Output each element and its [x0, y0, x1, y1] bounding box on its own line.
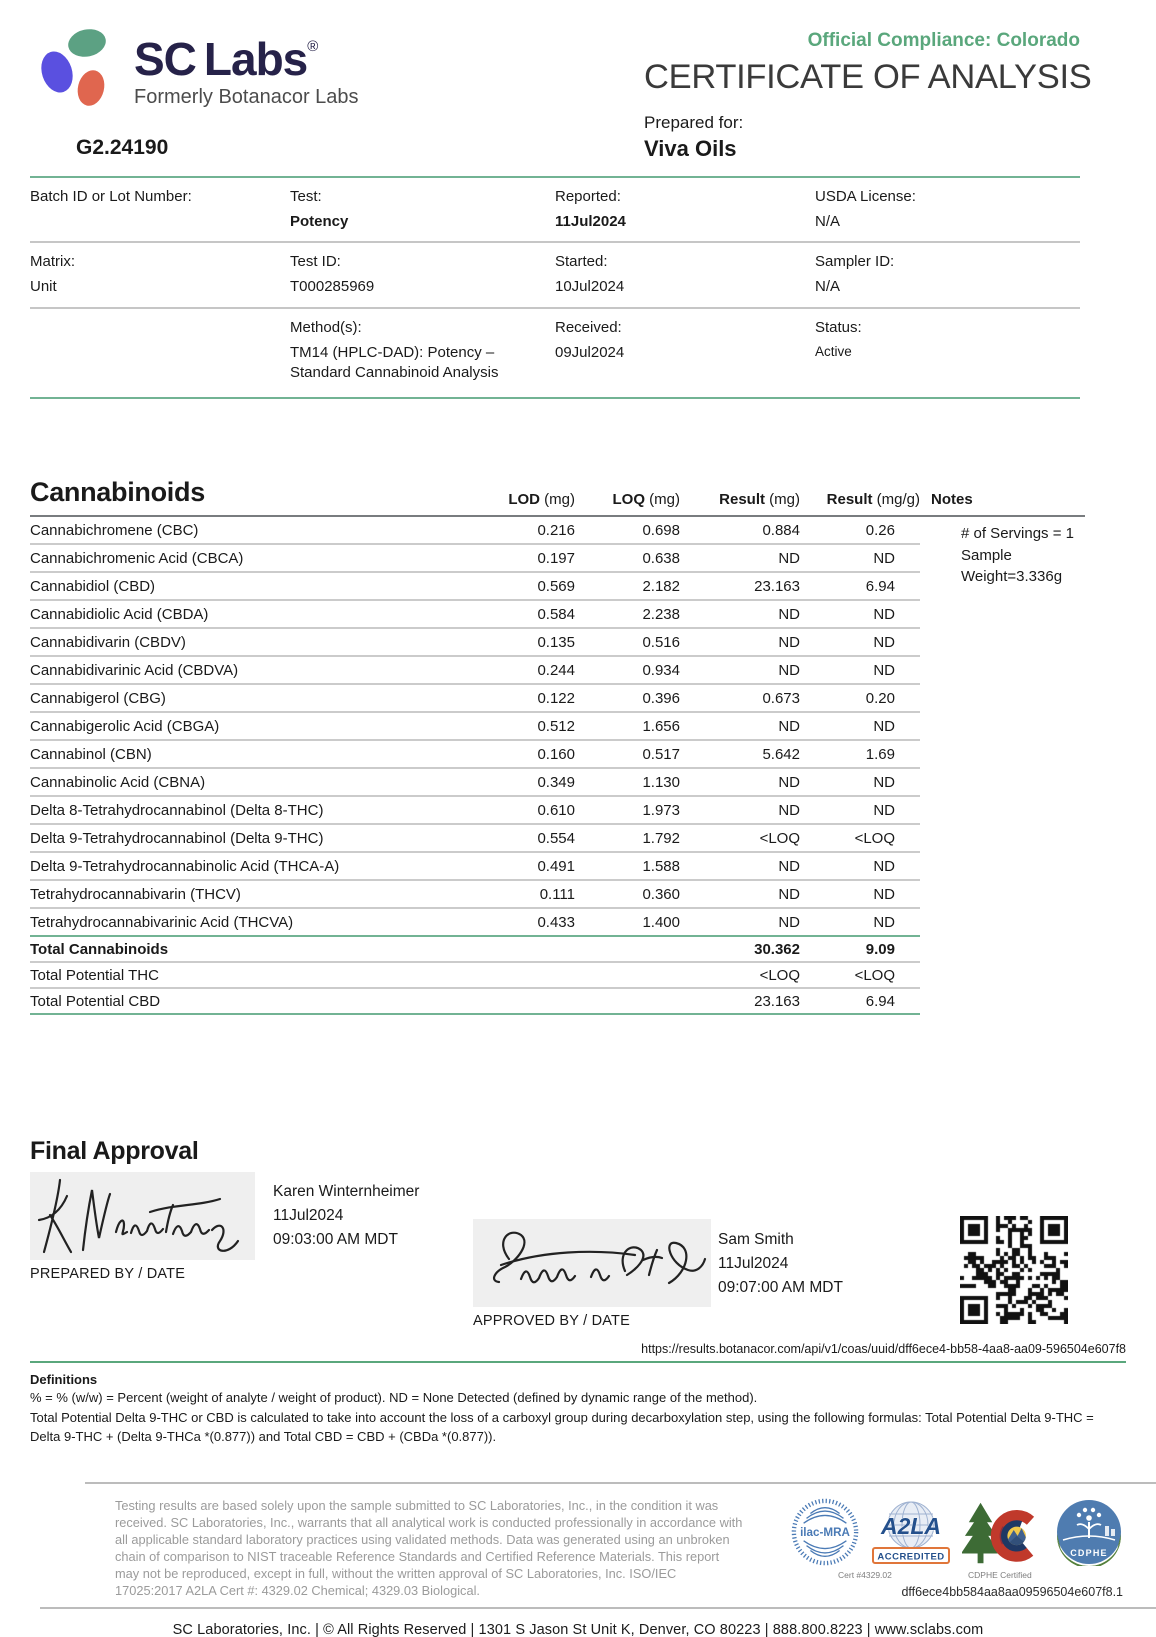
info-label: Batch ID or Lot Number: — [30, 188, 192, 205]
lod-value: 0.135 — [537, 634, 575, 651]
total-row — [30, 963, 920, 989]
loq-value: 2.238 — [642, 606, 680, 623]
header-right — [644, 26, 1092, 162]
analyte-name: Cannabichromenic Acid (CBCA) — [30, 550, 244, 567]
lod-value: 0.122 — [537, 690, 575, 707]
lod-value: 0.244 — [537, 662, 575, 679]
approved-name: Sam Smith — [718, 1231, 794, 1248]
client-name: Viva Oils — [644, 136, 737, 161]
result-mg-value: ND — [778, 718, 800, 735]
info-label: Reported: — [555, 188, 621, 205]
result-mg-value: 0.673 — [762, 690, 800, 707]
brand-sc: SC — [134, 33, 196, 85]
footer-address: SC Laboratories, Inc. | © All Rights Reserved | 1301 S Jason St Unit K, Denver, CO 80223 | 888.800.8223 | www.sclabs.com — [172, 1622, 984, 1637]
analyte-name: Delta 9-Tetrahydrocannabinolic Acid (THCA-A) — [30, 858, 340, 875]
a2la-accredited-logo-icon — [871, 1498, 951, 1566]
column-header: LOQ (mg) — [612, 491, 680, 508]
sample-id: G2.24190 — [76, 136, 169, 159]
lod-value: 0.610 — [537, 802, 575, 819]
loq-value: 0.360 — [642, 886, 680, 903]
prepared-signature — [30, 1172, 255, 1260]
result-mg-value: ND — [778, 550, 800, 567]
loq-value: 0.934 — [642, 662, 680, 679]
result-mg-value: ND — [778, 802, 800, 819]
analyte-name: Cannabigerol (CBG) — [30, 690, 166, 707]
loq-value: 0.516 — [642, 634, 680, 651]
analyte-name: Tetrahydrocannabivarin (THCV) — [30, 886, 241, 903]
lod-value: 0.569 — [537, 578, 575, 595]
brand-tagline: Formerly Botanacor Labs — [134, 86, 359, 108]
result-mgg-value: ND — [873, 886, 895, 903]
cannabinoids-totals — [30, 935, 920, 1015]
result-mg-value: ND — [778, 662, 800, 679]
info-field — [815, 309, 1080, 398]
cannabinoid-row — [30, 881, 920, 909]
result-mgg-value: <LOQ — [854, 830, 895, 847]
cdphe-certified-label: CDPHE Certified — [968, 1570, 1032, 1581]
info-field — [555, 178, 815, 241]
accredited-text: ACCREDITED — [877, 1551, 945, 1563]
approval-zone — [30, 1172, 1126, 1334]
prepared-date: 11Jul2024 — [273, 1207, 344, 1224]
info-field — [555, 243, 815, 306]
result-mgg-value: ND — [873, 606, 895, 623]
info-row — [30, 241, 1080, 306]
result-mgg-value: 6.94 — [865, 578, 895, 595]
brand-column — [38, 26, 359, 162]
cdphe-text: CDPHE — [1070, 1548, 1108, 1559]
sclabs-logo-icon — [38, 26, 118, 110]
info-value: 09Jul2024 — [555, 343, 625, 361]
analyte-name: Cannabidivarinic Acid (CBDVA) — [30, 662, 239, 679]
total-mg-value: 23.163 — [754, 993, 800, 1010]
a2la-cert-number: Cert #4329.02 — [838, 1570, 892, 1581]
results-url[interactable]: https://results.botanacor.com/api/v1/coas/uuid/dff6ece4-bb58-4aa8-aa09-596504e607f8 — [641, 1342, 1126, 1356]
cannabinoid-row — [30, 797, 920, 825]
analyte-name: Cannabichromene (CBC) — [30, 522, 199, 539]
lod-value: 0.349 — [537, 774, 575, 791]
note-line: # of Servings = 1 — [961, 525, 1074, 542]
loq-value: 1.973 — [642, 802, 680, 819]
info-field — [30, 178, 290, 241]
cannabinoids-rows — [30, 517, 920, 935]
lod-value: 0.111 — [539, 886, 575, 903]
result-mgg-value: ND — [873, 858, 895, 875]
prepared-signature-icon — [30, 1172, 255, 1260]
result-mg-value: ND — [778, 774, 800, 791]
analyte-name: Tetrahydrocannabivarinic Acid (THCVA) — [30, 914, 294, 931]
info-value: 10Jul2024 — [555, 278, 625, 296]
sample-info-table — [30, 176, 1080, 399]
sclabs-brand — [38, 26, 359, 110]
info-field — [290, 243, 555, 306]
lod-value: 0.160 — [537, 746, 575, 763]
result-mg-value: ND — [778, 914, 800, 931]
document-title: CERTIFICATE OF ANALYSIS — [644, 58, 1092, 96]
total-mgg-value: 9.09 — [865, 941, 895, 958]
total-name: Total Potential THC — [30, 967, 159, 984]
info-field — [290, 178, 555, 241]
result-mgg-value: 0.20 — [865, 690, 895, 707]
cannabinoid-row — [30, 573, 920, 601]
result-mg-value: ND — [778, 886, 800, 903]
lod-value: 0.216 — [537, 522, 575, 539]
info-value: TM14 (HPLC-DAD): Potency – Standard Cannabinoid Analysis — [290, 343, 499, 381]
analyte-name: Delta 8-Tetrahydrocannabinol (Delta 8-THC) — [30, 802, 324, 819]
definitions-title: Definitions — [30, 1372, 98, 1387]
info-field — [30, 309, 290, 398]
disclaimer-text: Testing results are based solely upon the sample submitted to SC Laboratories, Inc., in the condition it was received. SC Laboratories, Inc., warrants that all analytical work is conducted professionally in accordance with all applicable standard laboratory practices using validated methods. Data was generated using an unbroken chain of comparison to NIST traceable Reference Standards and Certified Reference Materials. This report may not be reproduced, except in full, without the written approval of SC Laboratories, Inc. ISO/IEC 17025:2017 A2LA Cert #: 4329.02 Chemical; 4329.03 Biological. — [115, 1498, 743, 1599]
approved-by-label: APPROVED BY / DATE — [473, 1313, 630, 1329]
total-row — [30, 989, 920, 1013]
cannabinoids-section — [30, 477, 1085, 1015]
result-mg-value: 5.642 — [762, 746, 800, 763]
info-field — [555, 309, 815, 398]
cannabinoid-row — [30, 657, 920, 685]
note-line: Sample Weight=3.336g — [961, 546, 1063, 585]
result-mgg-value: ND — [873, 634, 895, 651]
loq-value: 0.698 — [642, 522, 680, 539]
result-mgg-value: ND — [873, 718, 895, 735]
prepared-by-label: PREPARED BY / DATE — [30, 1266, 186, 1282]
registered-mark: ® — [307, 38, 318, 55]
info-value: N/A — [815, 213, 841, 230]
result-mgg-value: ND — [873, 802, 895, 819]
total-mg-value: 30.362 — [754, 941, 800, 958]
logo-captions — [763, 1570, 1123, 1583]
definitions-line: % = % (w/w) = Percent (weight of analyte / weight of product). ND = None Detected (defined by dynamic range of the method). — [30, 1390, 758, 1405]
cannabinoid-row — [30, 517, 920, 545]
analyte-name: Cannabinolic Acid (CBNA) — [30, 774, 206, 791]
brand-name — [134, 33, 359, 85]
lod-value: 0.491 — [537, 858, 575, 875]
definitions-section — [30, 1372, 1126, 1446]
compliance-label: Official Compliance: Colorado — [807, 30, 1080, 51]
analyte-name: Cannabinol (CBN) — [30, 746, 152, 763]
prepared-name: Karen Winternheimer — [273, 1183, 420, 1200]
ilac-mra-text: ilac-MRA — [800, 1526, 850, 1540]
info-label: Status: — [815, 318, 862, 336]
loq-value: 1.792 — [642, 830, 680, 847]
info-value: Active — [815, 343, 852, 359]
column-header: Result (mg/g) — [826, 491, 920, 508]
approved-signature-icon — [473, 1219, 711, 1307]
cdphe-logo-icon — [1055, 1498, 1123, 1566]
info-row — [30, 178, 1080, 241]
cannabinoid-row — [30, 685, 920, 713]
loq-value: 1.588 — [642, 858, 680, 875]
info-label: Sampler ID: — [815, 253, 895, 271]
analyte-name: Cannabidiolic Acid (CBDA) — [30, 606, 209, 623]
lod-value: 0.584 — [537, 606, 575, 623]
analyte-name: Cannabidiol (CBD) — [30, 578, 156, 595]
analyte-name: Cannabidivarin (CBDV) — [30, 634, 186, 651]
result-mgg-value: ND — [873, 662, 895, 679]
cannabinoid-row — [30, 629, 920, 657]
lod-value: 0.512 — [537, 718, 575, 735]
cannabinoid-row — [30, 853, 920, 881]
column-header: Result (mg) — [719, 491, 800, 508]
cannabinoid-row — [30, 825, 920, 853]
green-divider — [30, 1361, 1126, 1363]
analyte-name: Cannabigerolic Acid (CBGA) — [30, 718, 220, 735]
loq-value: 1.656 — [642, 718, 680, 735]
analyte-name: Delta 9-Tetrahydrocannabinol (Delta 9-THC) — [30, 830, 324, 847]
cannabinoids-header — [30, 477, 1085, 517]
final-approval-title: Final Approval — [30, 1137, 199, 1165]
prepared-time: 09:03:00 AM MDT — [273, 1231, 398, 1248]
total-mgg-value: 6.94 — [865, 993, 895, 1010]
info-value: 11Jul2024 — [555, 213, 626, 230]
lod-value: 0.554 — [537, 830, 575, 847]
brand-labs: Labs — [203, 33, 308, 85]
result-mgg-value: 1.69 — [865, 746, 895, 763]
info-value: Unit — [30, 278, 57, 296]
loq-value: 2.182 — [642, 578, 680, 595]
total-mg-value: <LOQ — [759, 967, 800, 984]
lod-value: 0.433 — [537, 914, 575, 931]
loq-value: 0.517 — [642, 746, 680, 763]
qr-code — [960, 1216, 1068, 1324]
loq-value: 0.638 — [642, 550, 680, 567]
a2la-text: A2LA — [880, 1513, 942, 1540]
total-mgg-value: <LOQ — [854, 967, 895, 984]
approved-signature — [473, 1219, 711, 1307]
brand-text — [134, 26, 359, 109]
result-mg-value: <LOQ — [759, 830, 800, 847]
info-label: Started: — [555, 253, 608, 271]
info-field — [815, 243, 1080, 306]
result-mg-value: ND — [778, 858, 800, 875]
column-header: LOD (mg) — [508, 491, 575, 508]
info-field — [815, 178, 1080, 241]
result-mg-value: ND — [778, 634, 800, 651]
prepared-for-label: Prepared for: — [644, 113, 744, 132]
lod-value: 0.197 — [537, 550, 575, 567]
cannabinoid-row — [30, 545, 920, 573]
total-row — [30, 937, 920, 963]
info-row — [30, 307, 1080, 398]
approved-meta — [718, 1228, 843, 1300]
info-label: Received: — [555, 318, 622, 336]
total-name: Total Potential CBD — [30, 993, 161, 1010]
info-label — [30, 319, 280, 337]
info-label: Test: — [290, 188, 322, 205]
ilac-mra-logo-icon — [790, 1497, 860, 1567]
info-value: N/A — [815, 278, 841, 296]
info-value: T000285969 — [290, 278, 375, 296]
result-mgg-value: 0.26 — [865, 522, 895, 539]
info-value: Potency — [290, 213, 349, 230]
cannabinoid-row — [30, 713, 920, 741]
result-mg-value: ND — [778, 606, 800, 623]
total-name: Total Cannabinoids — [30, 941, 169, 958]
certifications — [763, 1497, 1123, 1599]
result-mgg-value: ND — [873, 914, 895, 931]
cannabinoid-row — [30, 769, 920, 797]
colorado-logo-icon — [962, 1498, 1044, 1566]
info-label: Method(s): — [290, 318, 362, 336]
footer-box — [85, 1482, 1156, 1599]
loq-value: 1.400 — [642, 914, 680, 931]
info-value — [30, 212, 280, 230]
result-mg-value: 0.884 — [762, 522, 800, 539]
cannabinoid-row — [30, 909, 920, 935]
result-mgg-value: ND — [873, 550, 895, 567]
certification-logos — [763, 1497, 1123, 1567]
info-value — [30, 343, 280, 361]
approved-date: 11Jul2024 — [718, 1255, 789, 1272]
loq-value: 0.396 — [642, 690, 680, 707]
column-header: Notes — [931, 491, 973, 508]
document-hash: dff6ece4bb584aa8aa09596504e607f8.1 — [901, 1585, 1123, 1600]
cannabinoids-title: Cannabinoids — [30, 477, 205, 507]
loq-value: 1.130 — [642, 774, 680, 791]
info-label: USDA License: — [815, 188, 916, 205]
result-mgg-value: ND — [873, 774, 895, 791]
cannabinoids-body — [30, 517, 1085, 1015]
info-label: Matrix: — [30, 253, 75, 271]
cannabinoid-row — [30, 601, 920, 629]
definitions-line: Total Potential Delta 9-THC or CBD is calculated to take into account the loss of a carboxyl group during decarboxylation step, using the following formulas: Total Potential Delta 9-THC = Delta 9-THC + (Delta 9-THCa *(0.877)) and Total CBD = CBD + (CBDa *(0.877)). — [30, 1410, 1094, 1444]
result-mg-value: 23.163 — [754, 578, 800, 595]
approved-time: 09:07:00 AM MDT — [718, 1279, 843, 1296]
header — [0, 0, 1156, 162]
info-field — [290, 309, 555, 398]
info-label: Test ID: — [290, 253, 341, 271]
prepared-meta — [273, 1180, 419, 1252]
info-field — [30, 243, 290, 306]
notes-cell — [950, 523, 1102, 588]
cannabinoid-row — [30, 741, 920, 769]
